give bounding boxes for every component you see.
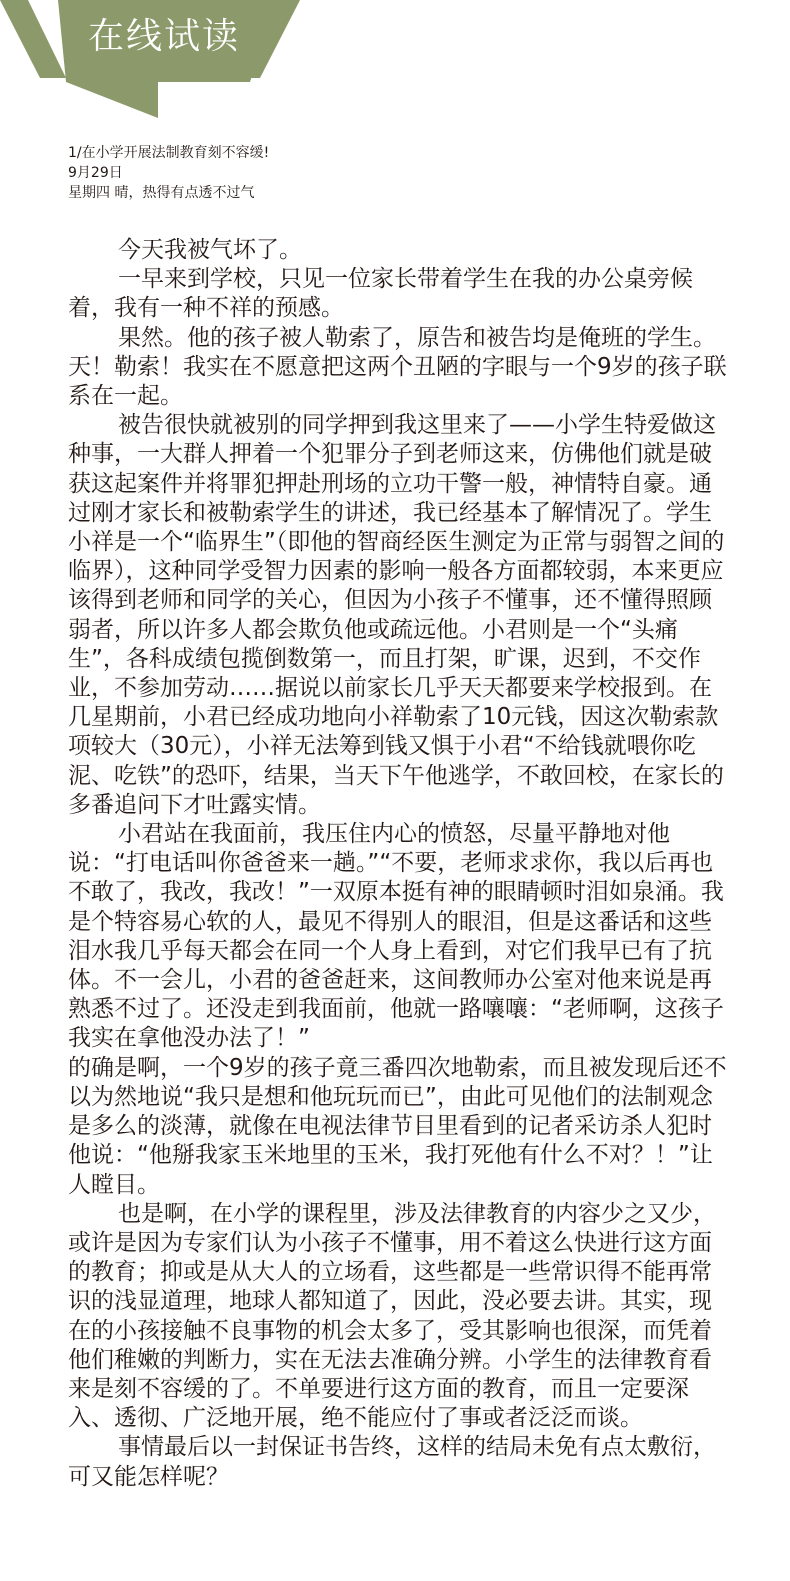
article-body bbox=[68, 236, 728, 1492]
paragraph: 也是啊，在小学的课程里，涉及法律教育的内容少之又少，或许是因为专家们认为小孩子不懂事，用不着这么快进行这方面的教育；抑或是从大人的立场看，这些都是一些常识得不能再常识的浅显道理，地球人都知道了，因此，没必要去讲。其实，现在的小孩接触不良事物的机会太多了，受其影响也很深，而凭着他们稚嫩的判断力，实在无法去准确分辨。小学生的法律教育看来是刻不容缓的了。不单要进行这方面的教育，而且一定要深入、透彻、广泛地开展，绝不能应付了事或者泛泛而谈。 bbox=[68, 1200, 716, 1432]
paragraph: 小君站在我面前，我压住内心的愤怒，尽量平静地对他说：“打电话叫你爸爸来一趟。”“不要，老师求求你，我以后再也不敢了，我改，我改！”一双原本挺有神的眼睛顿时泪如泉涌。我是个特容易心软的人，最见不得别人的眼泪，但是这番话和这些泪水我几乎每天都会在同一个人身上看到，对它们我早已有了抗体。不一会儿，小君的爸爸赶来，这间教师办公室对他来说是再熟悉不过了。还没走到我面前，他就一路嚷嚷：“老师啊，这孩子我实在拿他没办法了！” bbox=[68, 821, 724, 1052]
paragraph: 今天我被气坏了。 bbox=[118, 237, 302, 263]
paragraph: 一早来到学校，只见一位家长带着学生在我的办公桌旁候着，我有一种不祥的预感。 bbox=[68, 266, 693, 322]
paragraph: 被告很快就被别的同学押到我这里来了——小学生特爱做这种事，一大群人押着一个犯罪分子到老师这来，仿佛他们就是破获这起案件并将罪犯押赴刑场的立功干警一般，神情特自豪。通过刚才家长和被勒索学生的讲述，我已经基本了解情况了。学生小祥是一个“临界生”（即他的智商经医生测定为正常与弱智之间的临界），这种同学受智力因素的影响一般各方面都较弱，本来更应该得到老师和同学的关心，但因为小孩子不懂事，还不懂得照顾弱者，所以许多人都会欺负他或疏远他。小君则是一个“头痛生”，各科成绩包揽倒数第一，而且打架，旷课，迟到，不交作业，不参加劳动……据说以前家长几乎天天都要来学校报到。在几星期前，小君已经成功地向小祥勒索了10元钱，因这次勒索款项较大（30元），小祥无法筹到钱又惧于小君“不给钱就喂你吃泥、吃铁”的恐吓，结果，当天下午他逃学，不敢回校，在家长的多番追问下才吐露实情。 bbox=[68, 412, 725, 818]
paragraph: 果然。他的孩子被人勒索了，原告和被告均是俺班的学生。天！勒索！我实在不愿意把这两个丑陋的字眼与一个9岁的孩子联系在一起。 bbox=[68, 324, 727, 410]
chapter-title: 1/在小学开展法制教育刻不容缓! bbox=[68, 145, 270, 161]
entry-weather: 星期四 晴，热得有点透不过气 bbox=[68, 185, 255, 201]
banner bbox=[0, 0, 320, 130]
entry-date: 9月29日 bbox=[68, 165, 123, 181]
entry-header bbox=[68, 143, 269, 203]
paragraph: 事情最后以一封保证书告终，这样的结局未免有点太敷衍，可又能怎样呢？ bbox=[68, 1434, 716, 1490]
paragraph: 的确是啊，一个9岁的孩子竟三番四次地勒索，而且被发现后还不以为然地说“我只是想和他玩玩而已”，由此可见他们的法制观念是多么的淡薄，就像在电视法律节目里看到的记者采访杀人犯时他说：“他掰我家玉米地里的玉米，我打死他有什么不对？！”让人瞠目。 bbox=[68, 1054, 727, 1198]
banner-title: 在线试读 bbox=[88, 16, 241, 57]
